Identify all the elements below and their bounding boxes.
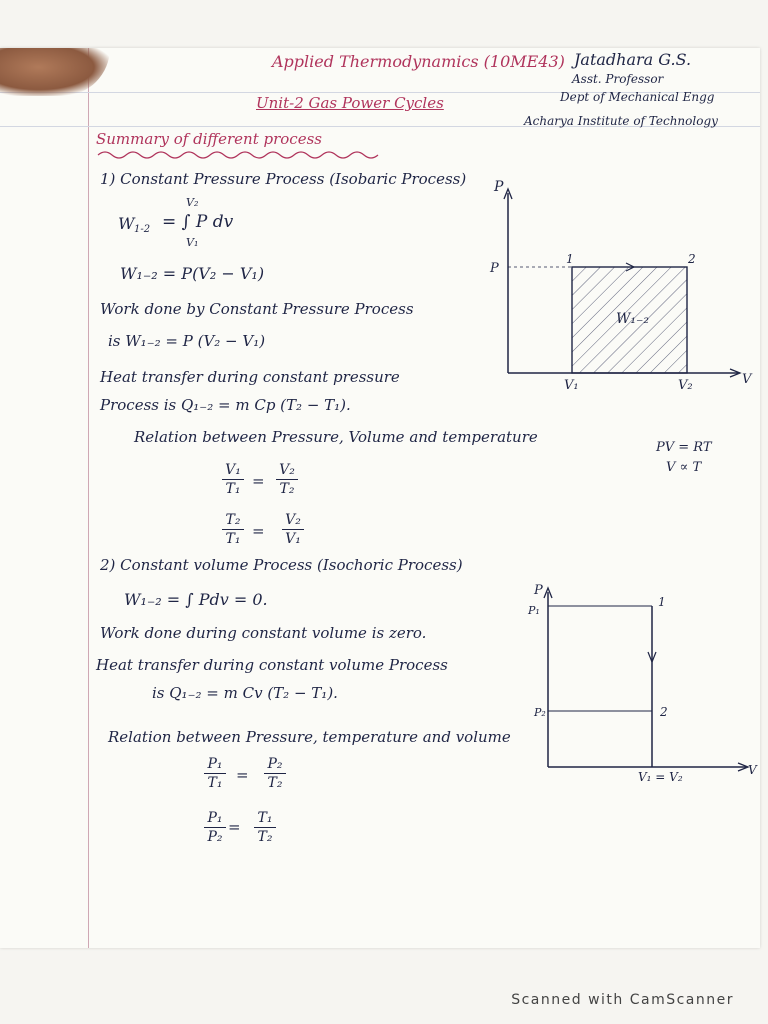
scanner-watermark: Scanned with CamScanner (511, 992, 734, 1008)
pv-diagram-isobaric (480, 175, 750, 400)
diag2-p2-label: P₂ (534, 706, 546, 719)
fraction-t2-t1: T₂ T₁ (222, 512, 244, 547)
work-result-equation: W₁₋₂ = P(V₂ − V₁) (120, 264, 265, 283)
equals-sign: = (252, 522, 265, 540)
diag2-p1-label: P₁ (528, 604, 540, 617)
equals-sign: = (228, 818, 241, 836)
section2-heading: 2) Constant volume Process (Isochoric Process) (100, 556, 463, 574)
integral-equation: = ∫ P dv (162, 212, 234, 232)
isochoric-work-equation: W₁₋₂ = ∫ Pdv = 0. (124, 590, 268, 609)
proportionality-note: V ∝ T (666, 460, 702, 475)
diag1-work-label: W₁₋₂ (616, 311, 650, 327)
work-symbol: W (118, 214, 135, 233)
course-title: Applied Thermodynamics (10ME43) (272, 52, 565, 71)
summary-title: Summary of different process (96, 130, 322, 148)
work-statement-line2: is W₁₋₂ = P (V₂ − V₁) (108, 332, 266, 350)
author-department: Dept of Mechanical Engg (560, 90, 715, 104)
integral-lower-limit: V₁ (186, 236, 199, 249)
diag2-volume-label: V₁ = V₂ (638, 770, 683, 784)
margin-line (88, 48, 89, 948)
diag1-state2: 2 (688, 252, 696, 266)
fraction-v2-t2: V₂ T₂ (276, 462, 298, 497)
summary-underline (96, 150, 386, 160)
section1-heading: 1) Constant Pressure Process (Isobaric Process) (100, 170, 467, 188)
fraction-v1-t1: V₁ T₁ (222, 462, 244, 497)
work-subscript: 1-2 (134, 224, 151, 235)
author-designation: Asst. Professor (572, 72, 664, 86)
equals-sign: = (252, 472, 265, 490)
heat-statement-line2: Process is Q₁₋₂ = m Cp (T₂ − T₁). (100, 396, 351, 414)
isochoric-work-statement: Work done during constant volume is zero. (100, 624, 427, 642)
equals-sign: = (236, 766, 249, 784)
relation-heading-1: Relation between Pressure, Volume and temperature (134, 428, 538, 446)
diag2-state1: 1 (658, 595, 666, 609)
unit-title: Unit-2 Gas Power Cycles (256, 94, 444, 112)
diag1-v-axis-label: V (742, 372, 752, 387)
diag1-p-axis-label: P (494, 179, 504, 195)
fraction-t1-t2: T₁ T₂ (254, 810, 276, 845)
gas-law-note: PV = RT (656, 440, 712, 455)
isochoric-heat-line1: Heat transfer during constant volume Process (96, 656, 448, 674)
pv-diagram-isochoric (520, 580, 760, 795)
isochoric-heat-line2: is Q₁₋₂ = m Cv (T₂ − T₁). (152, 684, 338, 702)
fraction-p2-t2: P₂ T₂ (264, 756, 286, 791)
fraction-p1-t1: P₁ T₁ (204, 756, 226, 791)
author-institute: Acharya Institute of Technology (524, 114, 718, 128)
integral-upper-limit: V₂ (186, 196, 199, 209)
fraction-p1-p2: P₁ P₂ (204, 810, 226, 845)
diag2-v-axis-label: V (748, 763, 757, 777)
diag1-pressure-label: P (490, 261, 499, 276)
relation-heading-2: Relation between Pressure, temperature and volume (108, 728, 511, 746)
heat-statement-line1: Heat transfer during constant pressure (100, 368, 400, 386)
fraction-v2-v1: V₂ V₁ (282, 512, 304, 547)
diag2-state2: 2 (660, 705, 668, 719)
diag1-v1: V₁ (564, 378, 579, 393)
diag1-v2: V₂ (678, 378, 693, 393)
diag1-state1: 1 (566, 252, 574, 266)
diag2-p-axis-label: P (534, 583, 543, 598)
work-statement-line1: Work done by Constant Pressure Process (100, 300, 414, 318)
author-name: Jatadhara G.S. (574, 50, 692, 69)
